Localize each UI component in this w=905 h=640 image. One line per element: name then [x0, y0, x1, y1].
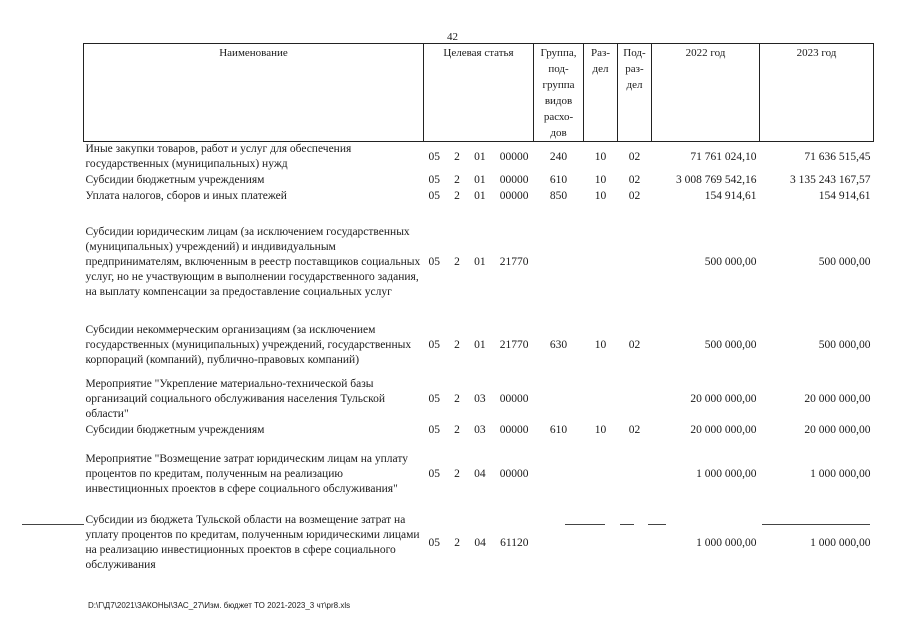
- code-program: 05: [428, 468, 440, 480]
- dash-line: [565, 524, 605, 525]
- row-amount-2023: 500 000,00: [818, 339, 871, 351]
- code-event: 01: [474, 174, 486, 186]
- table-row: [84, 142, 874, 173]
- header-row: [84, 44, 874, 142]
- row-amount-2022: 71 761 024,10: [690, 151, 757, 163]
- dash-line: [620, 524, 634, 525]
- table-row: [84, 172, 874, 188]
- row-subsection: 02: [628, 174, 641, 186]
- code-event: 03: [474, 393, 486, 405]
- row-target-code: [424, 188, 534, 204]
- row-group: [534, 376, 584, 422]
- row-amount-2022: 500 000,00: [704, 256, 757, 268]
- code-subprogram: 2: [454, 151, 460, 163]
- code-subprogram: 2: [454, 174, 460, 186]
- row-name: Субсидии некоммерческим организациям (за исключением государственных (муниципальных) учреждений, государственных корпораций (компаний), публично-правовых компаний): [85, 323, 412, 366]
- row-section: 10: [594, 190, 607, 202]
- row-group: 610: [549, 174, 568, 186]
- row-section: 10: [594, 339, 607, 351]
- row-amount-2023: 3 135 243 167,57: [790, 174, 871, 186]
- code-program: 05: [428, 339, 440, 351]
- table-row: [84, 314, 874, 376]
- row-section: [584, 210, 618, 314]
- header-target: Целевая статья: [424, 44, 534, 142]
- code-subprogram: 2: [454, 339, 460, 351]
- row-section: [584, 376, 618, 422]
- row-name: Субсидии юридическим лицам (за исключением государственных (муниципальных) учреждений) и индивидуальным предпринимателям, включенным в реестр поставщиков социальных услуг, но не участвующим в выполнении государственного задания, на выплату компенсации за предоставление социальных услуг: [85, 225, 421, 298]
- row-group: 630: [549, 339, 568, 351]
- code-event: 03: [474, 424, 486, 436]
- page-number: 42: [447, 31, 458, 43]
- row-group: [534, 510, 584, 576]
- row-subsection: [618, 510, 652, 576]
- row-amount-2023: 20 000 000,00: [804, 393, 871, 405]
- row-amount-2022: 154 914,61: [704, 190, 757, 202]
- row-amount-2023: 154 914,61: [818, 190, 871, 202]
- code-event: 01: [474, 339, 486, 351]
- row-amount-2022: 20 000 000,00: [690, 424, 757, 436]
- code-event: 01: [474, 151, 486, 163]
- row-subsection: [618, 444, 652, 504]
- table-row: [84, 188, 874, 204]
- row-amount-2022: 1 000 000,00: [696, 537, 757, 549]
- code-direction: 00000: [499, 151, 529, 163]
- table-row: [84, 422, 874, 438]
- header-group: Группа, под- группа видов расхо- дов: [534, 44, 584, 142]
- row-group: 850: [549, 190, 568, 202]
- dash-line: [648, 524, 666, 525]
- row-target-code: [424, 172, 534, 188]
- code-subprogram: 2: [454, 256, 460, 268]
- row-subsection: 02: [628, 339, 641, 351]
- row-subsection: [618, 210, 652, 314]
- row-name: Мероприятие "Укрепление материально-технической базы организаций социального обслуживания населения Тульской области": [85, 377, 386, 420]
- row-group: [534, 444, 584, 504]
- row-section: 10: [594, 424, 607, 436]
- code-event: 04: [474, 468, 486, 480]
- row-target-code: [424, 142, 534, 173]
- code-direction: 00000: [499, 174, 529, 186]
- code-direction: 61120: [500, 537, 529, 549]
- row-target-code: [424, 314, 534, 376]
- footer-file-path: D:\Г\Д7\2021\ЗАКОНЫ\ЗАС_27\Изм. бюджет ТО 2021-2023_3 чт\pr8.xls: [88, 601, 351, 610]
- row-amount-2023: 1 000 000,00: [810, 468, 871, 480]
- row-amount-2023: 500 000,00: [818, 256, 871, 268]
- code-program: 05: [428, 424, 440, 436]
- code-direction: 00000: [499, 393, 529, 405]
- code-program: 05: [428, 256, 440, 268]
- dash-line: [762, 524, 870, 525]
- row-section: [584, 510, 618, 576]
- table-row: [84, 210, 874, 314]
- code-event: 01: [474, 256, 486, 268]
- row-amount-2022: 20 000 000,00: [690, 393, 757, 405]
- row-amount-2023: 1 000 000,00: [810, 537, 871, 549]
- row-group: 610: [549, 424, 568, 436]
- code-program: 05: [428, 393, 440, 405]
- code-subprogram: 2: [454, 468, 460, 480]
- row-name: Субсидии бюджетным учреждениям: [85, 173, 265, 186]
- table-row: [84, 444, 874, 504]
- row-name: Субсидии из бюджета Тульской области на возмещение затрат на уплату процентов по кредитам, полученным юридическими лицами на реализацию инвестиционных проектов в сфере социального обслуживания: [85, 514, 420, 571]
- header-section: Раз- дел: [584, 44, 618, 142]
- code-subprogram: 2: [454, 190, 460, 202]
- row-section: 10: [594, 151, 607, 163]
- row-subsection: 02: [628, 151, 641, 163]
- row-name: Иные закупки товаров, работ и услуг для обеспечения государственных (муниципальных) нужд: [85, 143, 352, 170]
- header-year-2022: 2022 год: [652, 44, 760, 142]
- row-name: Уплата налогов, сборов и иных платежей: [85, 189, 287, 202]
- row-amount-2022: 1 000 000,00: [696, 468, 757, 480]
- row-target-code: [424, 510, 534, 576]
- header-name: Наименование: [84, 44, 424, 142]
- row-group: [534, 210, 584, 314]
- code-direction: 21770: [499, 339, 529, 351]
- code-subprogram: 2: [454, 537, 461, 549]
- code-direction: 00000: [499, 190, 529, 202]
- code-direction: 00000: [499, 468, 529, 480]
- dash-line: [22, 524, 84, 525]
- row-amount-2023: 71 636 515,45: [804, 151, 871, 163]
- code-direction: 00000: [499, 424, 529, 436]
- row-group: 240: [549, 151, 568, 163]
- row-target-code: [424, 444, 534, 504]
- table-row: [84, 510, 874, 576]
- row-subsection: [618, 376, 652, 422]
- row-subsection: 02: [628, 190, 641, 202]
- row-section: [584, 444, 618, 504]
- code-subprogram: 2: [454, 424, 460, 436]
- code-program: 05: [428, 151, 440, 163]
- row-name: Мероприятие "Возмещение затрат юридическим лицам на уплату процентов по кредитам, полученным на реализацию инвестиционных проектов в сфере социального обслуживания": [85, 452, 408, 495]
- code-direction: 21770: [499, 256, 529, 268]
- code-program: 05: [428, 190, 440, 202]
- header-year-2023: 2023 год: [760, 44, 874, 142]
- row-target-code: [424, 210, 534, 314]
- row-subsection: 02: [628, 424, 641, 436]
- code-subprogram: 2: [454, 393, 460, 405]
- code-event: 01: [474, 190, 486, 202]
- row-target-code: [424, 422, 534, 438]
- row-amount-2023: 20 000 000,00: [804, 424, 871, 436]
- header-subsection: Под- раз- дел: [618, 44, 652, 142]
- row-amount-2022: 500 000,00: [704, 339, 757, 351]
- row-amount-2022: 3 008 769 542,16: [676, 174, 757, 186]
- table-row: [84, 376, 874, 422]
- row-name: Субсидии бюджетным учреждениям: [85, 423, 265, 436]
- row-section: 10: [594, 174, 607, 186]
- row-target-code: [424, 376, 534, 422]
- code-program: 05: [428, 174, 440, 186]
- code-event: 04: [474, 537, 486, 549]
- budget-table: [83, 43, 874, 576]
- code-program: 05: [428, 537, 440, 549]
